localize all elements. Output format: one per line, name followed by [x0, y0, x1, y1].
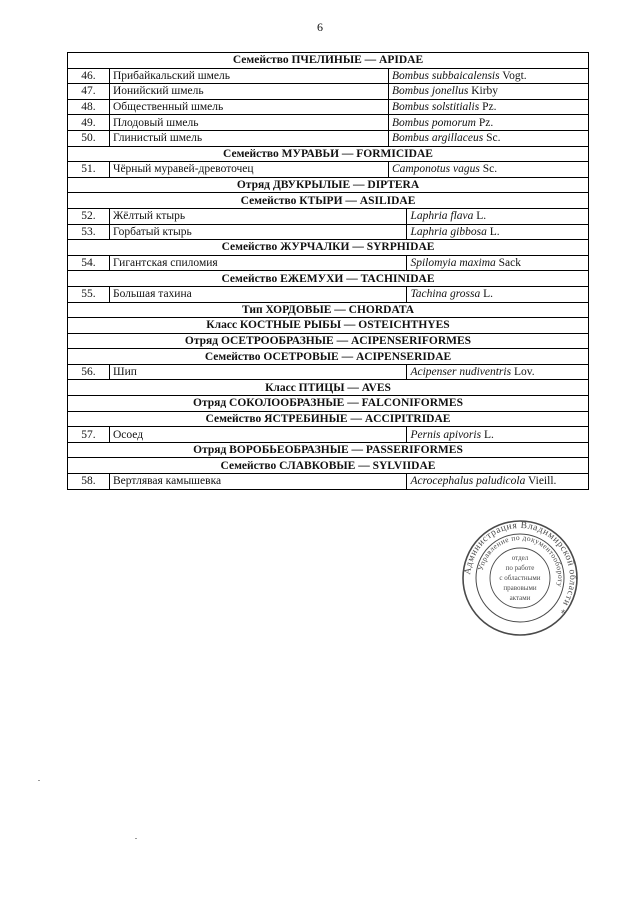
latin-author: L. — [473, 210, 487, 223]
species-name-text: Горбатый ктырь — [112, 225, 192, 238]
row-number: 54. — [68, 255, 110, 271]
row-number: 51. — [68, 162, 110, 178]
section-header: Семейство КТЫРИ — ASILIDAE — [68, 193, 589, 209]
latin-name-cell — [407, 208, 589, 224]
species-name — [109, 99, 388, 115]
species-name-text: Плодовый шмель — [112, 116, 199, 129]
latin-name: Acrocephalus paludicola — [410, 475, 526, 488]
species-name — [109, 162, 388, 178]
latin-name: Laphria gibbosa — [410, 225, 487, 238]
section-header: Класс ПТИЦЫ — AVES — [68, 380, 589, 396]
species-name-text: Вертлявая камышевка — [112, 475, 222, 488]
row-number: 50. — [68, 130, 110, 146]
latin-name: Bombus argillaceus — [391, 132, 484, 145]
species-name — [109, 130, 388, 146]
latin-author: L. — [486, 225, 500, 238]
row-number: 48. — [68, 99, 110, 115]
stamp-outer-text: Администрация Владимирской области * — [463, 520, 578, 616]
latin-name-cell — [407, 286, 589, 302]
row-number: 58. — [68, 474, 110, 490]
section-header-row — [68, 458, 589, 474]
latin-name: Bombus subbaicalensis — [391, 69, 500, 82]
latin-name-cell — [388, 99, 588, 115]
section-header-row — [68, 53, 589, 69]
row-number: 49. — [68, 115, 110, 131]
section-header: Семейство ЕЖЕМУХИ — TACHINIDAE — [68, 271, 589, 287]
latin-name-cell — [407, 427, 589, 443]
latin-author: Lov. — [511, 366, 535, 379]
row-number: 53. — [68, 224, 110, 240]
section-header-row — [68, 396, 589, 412]
stamp-center-line: актами — [509, 594, 531, 602]
species-name — [109, 115, 388, 131]
latin-name-cell — [388, 130, 588, 146]
official-stamp — [461, 519, 579, 637]
latin-name-cell — [407, 255, 589, 271]
species-name — [109, 364, 407, 380]
latin-name: Laphria flava — [410, 210, 474, 223]
section-header-row — [68, 177, 589, 193]
section-header-row — [68, 442, 589, 458]
section-header-row — [68, 349, 589, 365]
stamp-inner-ring-text: Управление по документообороту — [475, 532, 566, 588]
table-row — [68, 364, 589, 380]
species-name-text: Глинистый шмель — [112, 132, 203, 145]
section-header: Семейство МУРАВЬИ — FORMICIDAE — [68, 146, 589, 162]
stamp-center-line: с областными — [499, 574, 541, 582]
latin-name: Bombus pomorum — [391, 116, 476, 129]
species-name — [109, 427, 407, 443]
section-header: Семейство ЖУРЧАЛКИ — SYRPHIDAE — [68, 240, 589, 256]
latin-author: Sc. — [479, 163, 498, 176]
latin-name-cell — [388, 84, 588, 100]
table-row — [68, 99, 589, 115]
latin-name: Tachina grossa — [410, 288, 481, 301]
section-header: Отряд ВОРОБЬЕОБРАЗНЫЕ — PASSERIFORMES — [68, 442, 589, 458]
section-header-row — [68, 271, 589, 287]
table-row — [68, 255, 589, 271]
row-number: 52. — [68, 208, 110, 224]
section-header-row — [68, 240, 589, 256]
latin-author: L. — [481, 428, 494, 441]
table-row — [68, 208, 589, 224]
row-number: 56. — [68, 364, 110, 380]
latin-author: Vogt. — [499, 69, 527, 82]
table-row — [68, 162, 589, 178]
table-row — [68, 286, 589, 302]
species-name — [109, 224, 407, 240]
species-name — [109, 208, 407, 224]
latin-author: Sack — [495, 257, 521, 270]
species-name-text: Жёлтый ктырь — [112, 210, 186, 223]
section-header-row — [68, 318, 589, 334]
row-number: 46. — [68, 68, 110, 84]
table-row — [68, 224, 589, 240]
latin-name-cell — [407, 224, 589, 240]
latin-name: Bombus jonellus — [391, 85, 469, 98]
species-name — [109, 84, 388, 100]
species-table — [67, 52, 589, 490]
species-name-text: Прибайкальский шмель — [112, 69, 230, 82]
section-header: Отряд ДВУКРЫЛЫЕ — DIPTERA — [68, 177, 589, 193]
row-number: 55. — [68, 286, 110, 302]
latin-name-cell — [388, 115, 588, 131]
latin-author: Sc. — [483, 132, 501, 145]
species-name-text: Гигантская спиломия — [112, 257, 218, 270]
row-number: 57. — [68, 427, 110, 443]
section-header-row — [68, 411, 589, 427]
latin-name-cell — [407, 474, 589, 490]
latin-author: Vieill. — [525, 475, 557, 488]
species-name — [109, 286, 407, 302]
latin-name-cell — [388, 68, 588, 84]
species-name-text: Шип — [112, 366, 137, 379]
stamp-center-line: отдел — [511, 554, 529, 562]
latin-name-cell — [388, 162, 588, 178]
section-header: Семейство СЛАВКОВЫЕ — SYLVIIDAE — [68, 458, 589, 474]
row-number: 47. — [68, 84, 110, 100]
latin-name: Acipenser nudiventris — [410, 366, 512, 379]
latin-author: Pz. — [475, 116, 494, 129]
section-header: Семейство ОСЕТРОВЫЕ — ACIPENSERIDAE — [68, 349, 589, 365]
latin-name: Pernis apivoris — [410, 428, 482, 441]
table-row — [68, 115, 589, 131]
section-header-row — [68, 146, 589, 162]
species-name-text: Большая тахина — [112, 288, 192, 301]
latin-name: Spilomyia maxima — [410, 257, 496, 270]
section-header-row — [68, 302, 589, 318]
latin-author: Pz. — [479, 101, 497, 114]
table-row — [68, 130, 589, 146]
latin-author: L. — [480, 288, 494, 301]
section-header: Класс КОСТНЫЕ РЫБЫ — OSTEICHTHYES — [68, 318, 589, 334]
page-number: 6 — [317, 20, 323, 34]
latin-name-cell — [407, 364, 589, 380]
section-header-row — [68, 380, 589, 396]
species-name-text: Ионийский шмель — [112, 85, 204, 98]
section-header: Тип ХОРДОВЫЕ — CHORDATA — [68, 302, 589, 318]
section-header: Отряд ОСЕТРООБРАЗНЫЕ — ACIPENSERIFORMES — [68, 333, 589, 349]
section-header-row — [68, 333, 589, 349]
section-header: Семейство ЯСТРЕБИНЫЕ — ACCIPITRIDAE — [68, 411, 589, 427]
species-name — [109, 255, 407, 271]
species-name — [109, 474, 407, 490]
latin-name: Bombus solstitialis — [391, 101, 480, 114]
section-header-row — [68, 193, 589, 209]
stamp-center-line: правовыми — [503, 584, 537, 592]
scan-artifact — [38, 780, 40, 781]
section-header: Семейство ПЧЕЛИНЫЕ — APIDAE — [68, 53, 589, 69]
table-row — [68, 68, 589, 84]
species-name-text: Чёрный муравей-древоточец — [112, 163, 254, 176]
species-name — [109, 68, 388, 84]
latin-author: Kirby — [468, 85, 499, 98]
species-name-text: Общественный шмель — [112, 101, 224, 114]
table-row — [68, 84, 589, 100]
stamp-center-line: по работе — [505, 564, 535, 572]
section-header: Отряд СОКОЛООБРАЗНЫЕ — FALCONIFORMES — [68, 396, 589, 412]
scan-artifact — [135, 838, 137, 839]
table-row — [68, 427, 589, 443]
species-name-text: Осоед — [112, 428, 144, 441]
latin-name: Camponotus vagus — [391, 163, 480, 176]
table-row — [68, 474, 589, 490]
